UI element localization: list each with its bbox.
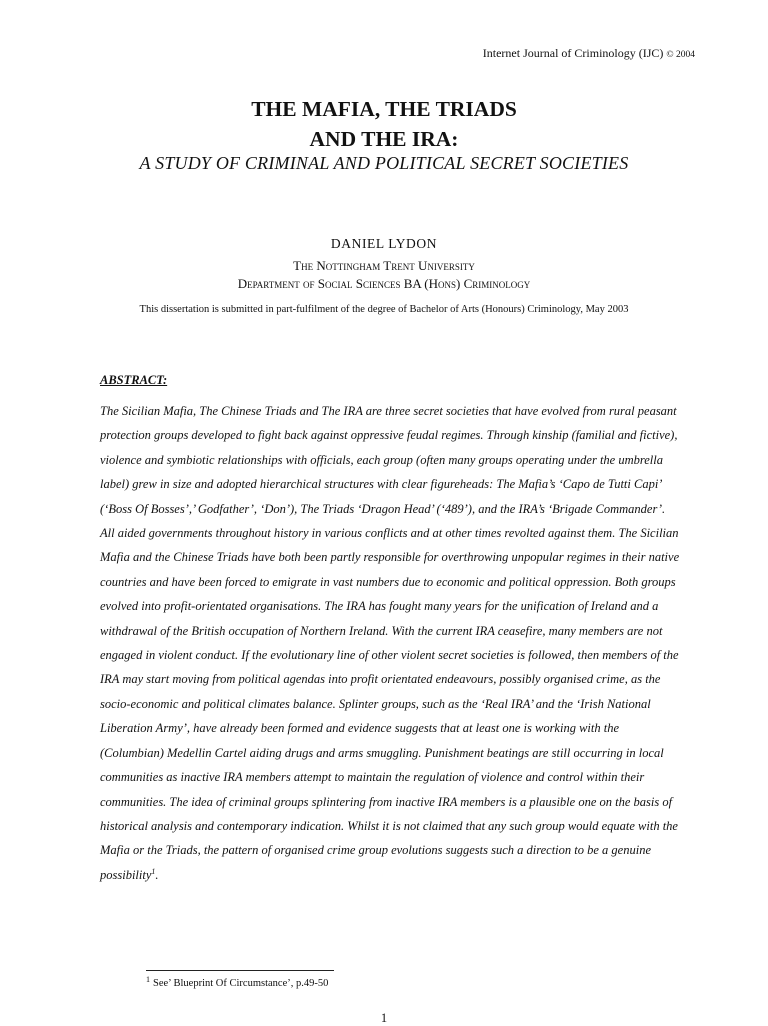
author-name: DANIEL LYDON [330,236,438,251]
abstract-text: The Sicilian Mafia, The Chinese Triads and The IRA are three secret societies that have evolved from rural peasant protection groups developed to fight back against oppressive feudal regimes. Through kinship (familial and fictive), violence and symbiotic relationships with officials, each group (often many groups operating under the umbrella label) grew in size and adopted hierarchical structures with clear figureheads: The Mafia’s ‘Capo de Tutti Capi’ (‘Boss Of Bosses’,’ Godfather’, ‘Don’), The Triads ‘Dragon Head’ (‘489’), and the IRA’s ‘Brigade Commander’. All aided governments throughout history in various conflicts and at other times revolted against them. The Sicilian Mafia and the Chinese Triads have both been partly responsible for overthrowing unpopular regimes in their native countries and have been forced to emigrate in vast numbers due to economic and political oppression. Both groups evolved into profit-orientated organisations. The IRA has fought many years for the unification of Ireland and a withdrawal of the British occupation of Northern Ireland. With the current IRA ceasefire, many members are not engaged in violent conduct. If the evolutionary line of other violent secret societies is followed, then members of the IRA may start moving from political agendas into profit orientated endeavours, possibly organised crime, as the socio-economic and political climates balance. Splinter groups, such as the ‘Real IRA’ and the ‘Irish National Liberation Army’, have already been formed and evidence suggests that at least one is working with the (Columbian) Medellin Cartel aiding drugs and arms smuggling. Punishment beatings are still occurring in local communities as inactive IRA members attempt to maintain the regulation of violence and control within their communities. The idea of criminal groups splintering from inactive IRA members is a plausible one on the basis of historical analysis and contemporary indication. Whilst it is not claimed that any such group would equate with the Mafia or the Triads, the pattern of organised crime group evolutions suggests such a direction to be a genuine possibility [100,404,680,882]
footnote-divider [146,970,334,971]
copyright-notice: © 2004 [666,50,695,60]
department-name: Department of Social Sciences BA (Hons) Criminology [237,276,531,291]
university-name: The Nottingham Trent University [293,258,475,273]
paper-title [0,94,768,154]
footnote [146,974,329,989]
title-line-1: THE MAFIA, THE TRIADS [251,97,517,121]
page-number: 1 [380,1011,388,1025]
abstract-body [100,399,682,887]
abstract-end-punctuation: . [155,867,159,882]
paper-subtitle: A STUDY OF CRIMINAL AND POLITICAL SECRET SOCIETIES [139,153,629,173]
footnote-text: See’ Blueprint Of Circumstance’, p.49-50 [153,978,329,989]
footnote-marker: 1 [146,974,150,984]
submission-note: This dissertation is submitted in part-fulfilment of the degree of Bachelor of Arts (Honours) Criminology, May 2003 [139,304,629,315]
footnote-reference[interactable]: 1 [151,866,156,876]
journal-name: Internet Journal of Criminology (IJC) [482,46,664,60]
affiliation [0,257,768,293]
abstract-heading: ABSTRACT: [100,373,168,387]
running-header [483,46,695,61]
title-line-2: AND THE IRA: [309,127,459,151]
